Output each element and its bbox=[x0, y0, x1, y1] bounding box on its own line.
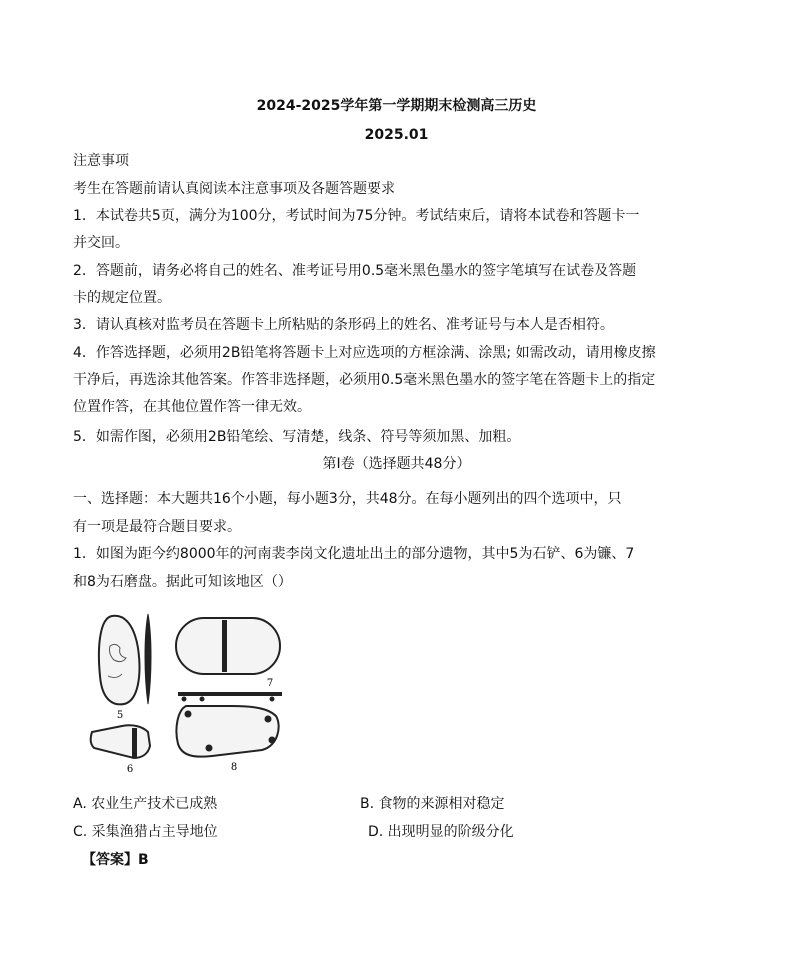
figure-label: 5 bbox=[116, 710, 124, 721]
notice-item: 1．本试卷共5页，满分为100分，考试时间为75分钟。考试结束后，请将本试卷和答题卡一 bbox=[73, 208, 640, 224]
notice-item: 位置作答，在其他位置作答一律无效。 bbox=[73, 399, 311, 415]
grinding-slab-profile-drawing bbox=[178, 692, 282, 702]
option-d: D. 出现明显的阶级分化 bbox=[368, 824, 514, 840]
notice-item: 3．请认真核对监考员在答题卡上所粘贴的条形码上的姓名、准考证号与本人是否相符。 bbox=[73, 317, 614, 333]
notice-intro: 考生在答题前请认真阅读本注意事项及各题答题要求 bbox=[73, 181, 395, 197]
exam-title: 2024-2025学年第一学期期末检测高三历史 bbox=[256, 98, 537, 114]
answer-value: B bbox=[138, 852, 149, 868]
notice-item: 2．答题前，请务必将自己的姓名、准考证号用0.5毫米黑色墨水的签字笔填写在试卷及答题 bbox=[73, 263, 637, 279]
notice-item: 干净后，再选涂其他答案。作答非选择题，必须用0.5毫米黑色墨水的签字笔在答题卡上的指定 bbox=[73, 372, 656, 388]
answer-label: 【答案】 bbox=[82, 852, 138, 868]
option-b: B. 食物的来源相对稳定 bbox=[360, 796, 505, 812]
exam-date: 2025.01 bbox=[364, 127, 429, 143]
stone-shovel-drawing bbox=[99, 614, 151, 704]
notice-item: 卡的规定位置。 bbox=[73, 290, 171, 306]
grinding-slab-7-drawing bbox=[176, 618, 280, 674]
notice-heading: 注意事项 bbox=[73, 153, 129, 169]
figure-label: 7 bbox=[266, 678, 274, 689]
section-instruction: 有一项是最符合题目要求。 bbox=[73, 519, 241, 535]
option-c: C. 采集渔猎占主导地位 bbox=[73, 824, 218, 840]
section-title: 第Ⅰ卷（选择题共48分） bbox=[322, 456, 471, 472]
artifact-figure bbox=[82, 606, 292, 776]
question-stem: 和8为石磨盘。据此可知该地区（） bbox=[73, 574, 292, 590]
notice-item: 4．作答选择题，必须用2B铅笔将答题卡上对应选项的方框涂满、涂黑; 如需改动，请用橡皮擦 bbox=[73, 345, 656, 361]
figure-label: 6 bbox=[126, 764, 134, 775]
grinding-slab-8-drawing bbox=[176, 706, 278, 757]
option-a: A. 农业生产技术已成熟 bbox=[73, 796, 218, 812]
figure-label: 8 bbox=[230, 762, 238, 773]
section-instruction: 一、选择题：本大题共16个小题，每小题3分，共48分。在每小题列出的四个选项中，只 bbox=[73, 491, 622, 507]
notice-item: 5．如需作图，必须用2B铅笔绘、写清楚，线条、符号等须加黑、加粗。 bbox=[73, 429, 521, 445]
question-stem: 1．如图为距今约8000年的河南裴李岗文化遗址出土的部分遗物，其中5为石铲、6为镰、7 bbox=[73, 546, 635, 562]
sickle-drawing bbox=[91, 725, 150, 758]
answer-line bbox=[82, 851, 149, 869]
notice-item: 并交回。 bbox=[73, 235, 129, 251]
